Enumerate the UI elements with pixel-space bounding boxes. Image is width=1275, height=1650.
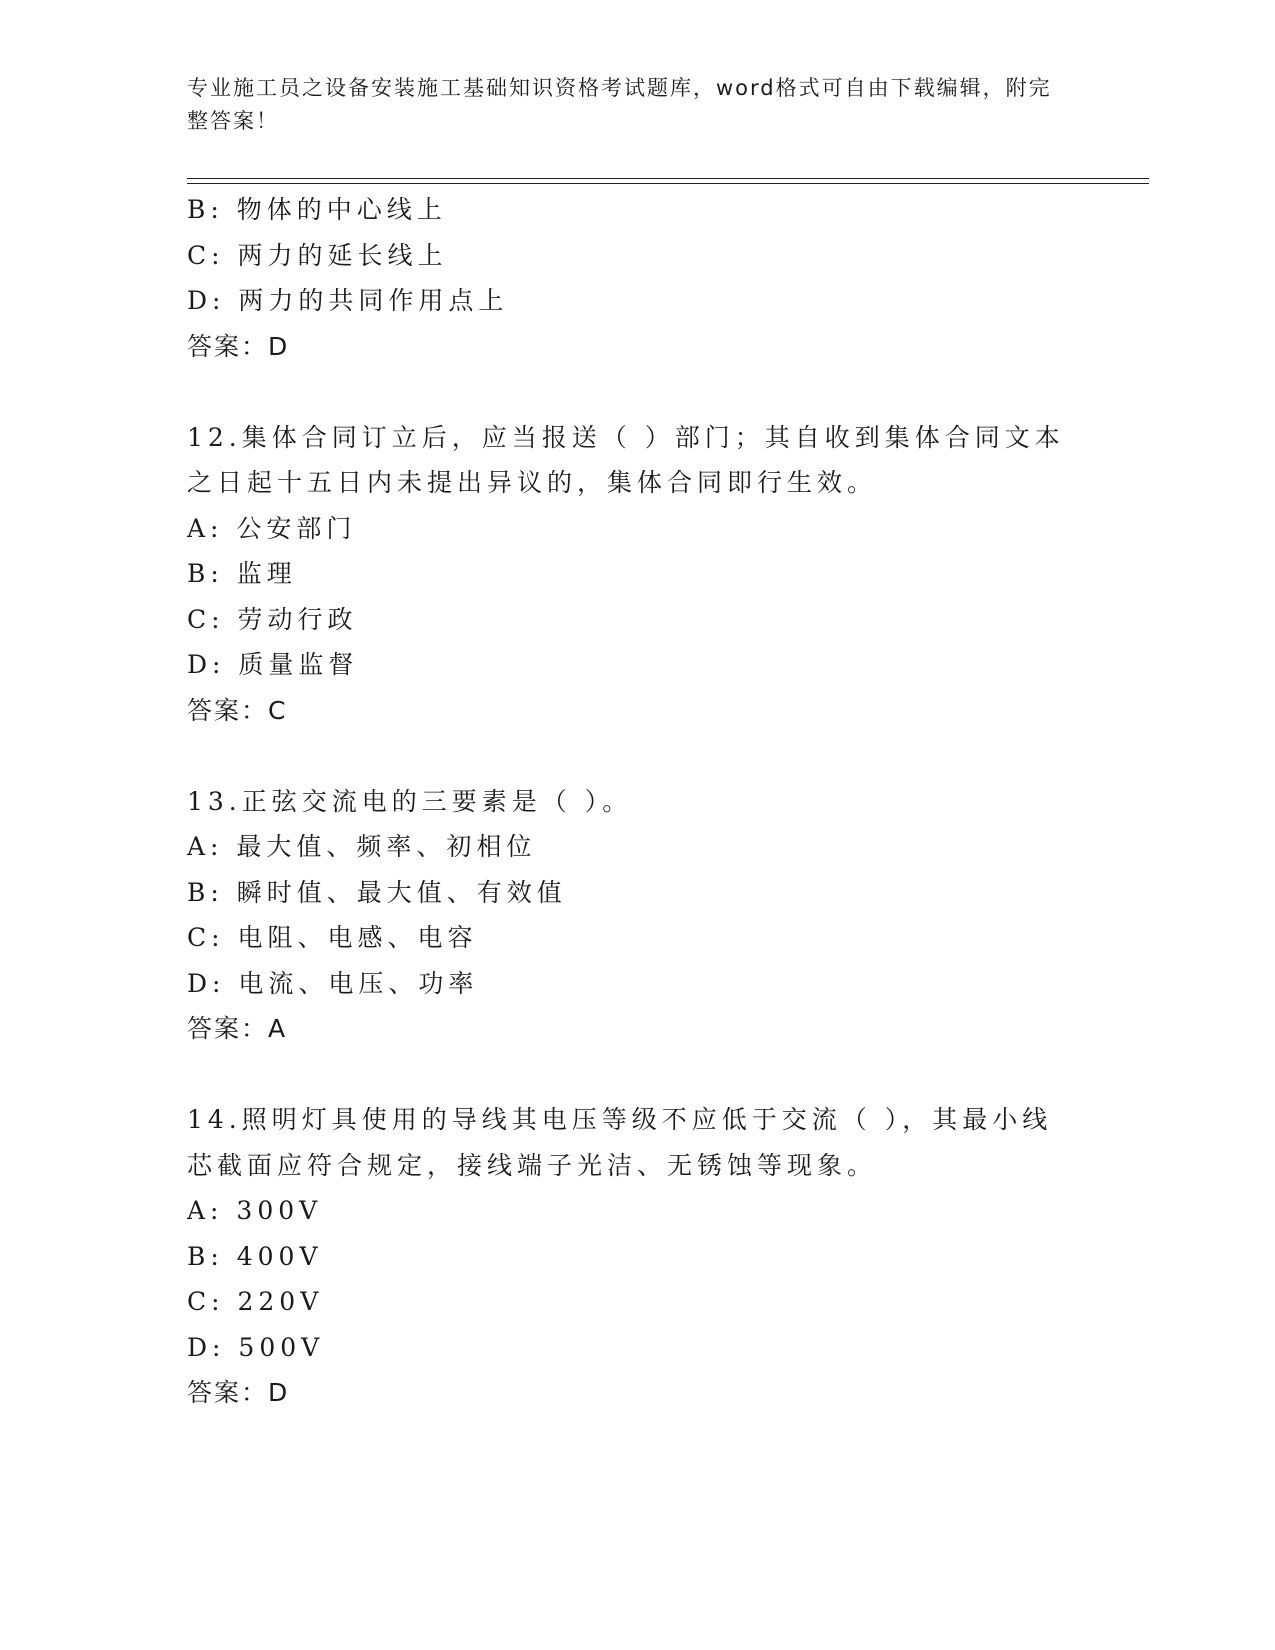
question-stem: 14.照明灯具使用的导线其电压等级不应低于交流（ ），其最小线芯截面应符合规定，接线端子光洁、无锈蚀等现象。 [187, 1105, 1053, 1180]
option-a: A: 300V [187, 1196, 323, 1225]
option-a: A: 最大值、频率、初相位 [187, 832, 537, 861]
option-b: B: 400V [187, 1241, 323, 1271]
question-13 [187, 779, 1087, 1052]
option-b: B: 瞬时值、最大值、有效值 [187, 877, 567, 907]
option-c: C: 劳动行政 [187, 604, 358, 634]
header-divider-top [187, 178, 1149, 179]
question-12 [187, 415, 1087, 734]
answer-line: 答案：C [187, 695, 288, 725]
question-stem: 12.集体合同订立后，应当报送（ ）部门；其自收到集体合同文本之日起十五日内未提出异议的，集体合同即行生效。 [187, 422, 1065, 497]
answer-line: 答案：A [187, 1014, 288, 1043]
header-divider-bottom [187, 183, 1149, 184]
option-d: D: 质量监督 [187, 650, 359, 679]
option-d: D: 500V [187, 1332, 325, 1362]
option-b: B: 物体的中心线上 [187, 195, 447, 224]
question-11-continued [187, 187, 1087, 369]
question-stem: 13.正弦交流电的三要素是（ ）。 [187, 786, 633, 816]
question-14 [187, 1097, 1087, 1416]
answer-line: 答案：D [187, 331, 290, 361]
option-d: D: 两力的共同作用点上 [187, 286, 509, 315]
option-c: C: 220V [187, 1287, 324, 1316]
option-c: C: 电阻、电感、电容 [187, 923, 478, 952]
question-list [187, 187, 1087, 1416]
answer-line: 答案：D [187, 1378, 290, 1407]
option-c: C: 两力的延长线上 [187, 240, 448, 270]
option-b: B: 监理 [187, 559, 297, 588]
document-header: 专业施工员之设备安装施工基础知识资格考试题库，word格式可自由下载编辑，附完整答案！ [187, 76, 1052, 133]
option-a: A: 公安部门 [187, 513, 357, 543]
option-d: D: 电流、电压、功率 [187, 968, 479, 998]
